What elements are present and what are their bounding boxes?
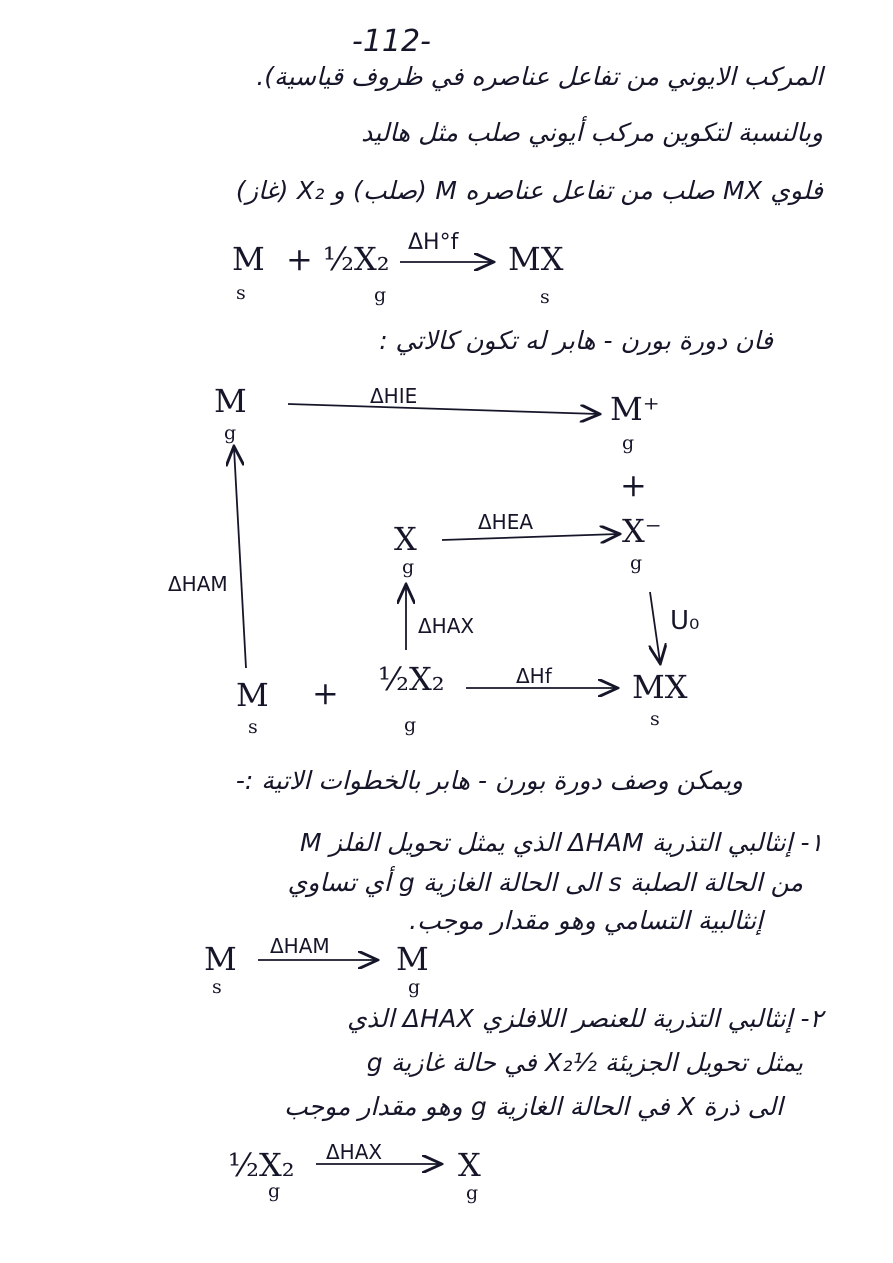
formation-arrow-label: ΔH°f [408,230,459,255]
step1-line-3: إنثالبية التسامي وهو مقدار موجب. [409,906,763,935]
step1-eq-left: M [204,940,237,978]
cycle-X-minus-state: g [630,552,643,574]
cycle-intro: فان دورة بورن - هابر له تكون كالاتي : [379,326,773,355]
label-lattice-energy: U₀ [670,606,700,636]
arrow-ionization [288,404,598,414]
formation-product: MX [508,240,564,278]
step2-eq-left: ½X₂ [228,1146,295,1184]
step1-line-1: ١- إنثالبي التذرية ΔHAM الذي يمثل تحويل الفلز M [299,828,823,857]
cycle-X-gas-state: g [402,556,415,578]
cycle-half-X2-state: g [404,714,417,736]
cycle-M-solid: M [236,676,269,714]
intro-line-1: المركب الايوني من تفاعل عناصره في ظروف قياسية). [256,62,823,91]
cycle-MX-solid-state: s [650,708,660,730]
step2-line-1: ٢- إنثالبي التذرية للعنصر اللافلزي ΔHAX الذي [347,1004,823,1033]
step1-eq-left-state: s [212,976,222,998]
step1-eq-right-state: g [408,976,421,998]
cycle-M-plus-state: g [622,432,635,454]
cycle-M-solid-state: s [248,716,258,738]
formation-metal: M [232,240,265,278]
arrow-atomization-metal [234,448,246,668]
formation-metal-state: s [236,282,246,304]
intro-line-2: وبالنسبة لتكوين مركب أيوني صلب مثل هاليد [361,118,823,147]
cycle-X-gas: X [394,520,417,558]
intro-line-3: فلوي MX صلب من تفاعل عناصره M (صلب) و X₂ (غاز) [235,176,823,205]
cycle-plus-between: + [312,674,339,712]
cycle-X-minus: X⁻ [622,512,662,550]
step2-eq-left-state: g [268,1180,281,1202]
steps-intro: ويمكن وصف دورة بورن - هابر بالخطوات الاتية :- [235,766,743,795]
step1-eq-right: M [396,940,429,978]
step1-eq-label: ΔHAM [270,934,330,958]
cycle-half-X2: ½X₂ [378,660,445,698]
formation-halogen: + ½X₂ [286,240,390,278]
label-electron-affinity: ΔHEA [478,510,534,534]
step2-eq-right: X [458,1146,481,1184]
cycle-MX-solid: MX [632,668,688,706]
cycle-plus-sign: + [620,466,647,504]
cycle-M-plus: M⁺ [610,390,660,428]
label-formation-enthalpy: ΔHf [516,664,552,688]
step2-eq-right-state: g [466,1182,479,1204]
formation-halogen-state: g [374,284,387,306]
page-number: -112- [352,24,431,59]
formation-product-state: s [540,286,550,308]
arrow-lattice [650,592,660,662]
label-atomization-nonmetal: ΔHAX [418,614,475,638]
label-atomization-metal: ΔHAM [168,572,228,596]
step1-line-2: من الحالة الصلبة s الى الحالة الغازية g أي تساوي [287,868,803,897]
step2-line-3: الى ذرة X في الحالة الغازية g وهو مقدار موجب [284,1092,783,1121]
step2-eq-label: ΔHAX [326,1140,383,1164]
cycle-M-gas-state: g [224,422,237,444]
label-ionization-energy: ΔHIE [370,384,418,408]
cycle-M-gas: M [214,382,247,420]
arrow-electron-affinity [442,534,618,540]
step2-line-2: يمثل تحويل الجزيئة ½X₂ في حالة غازية g [366,1048,803,1077]
